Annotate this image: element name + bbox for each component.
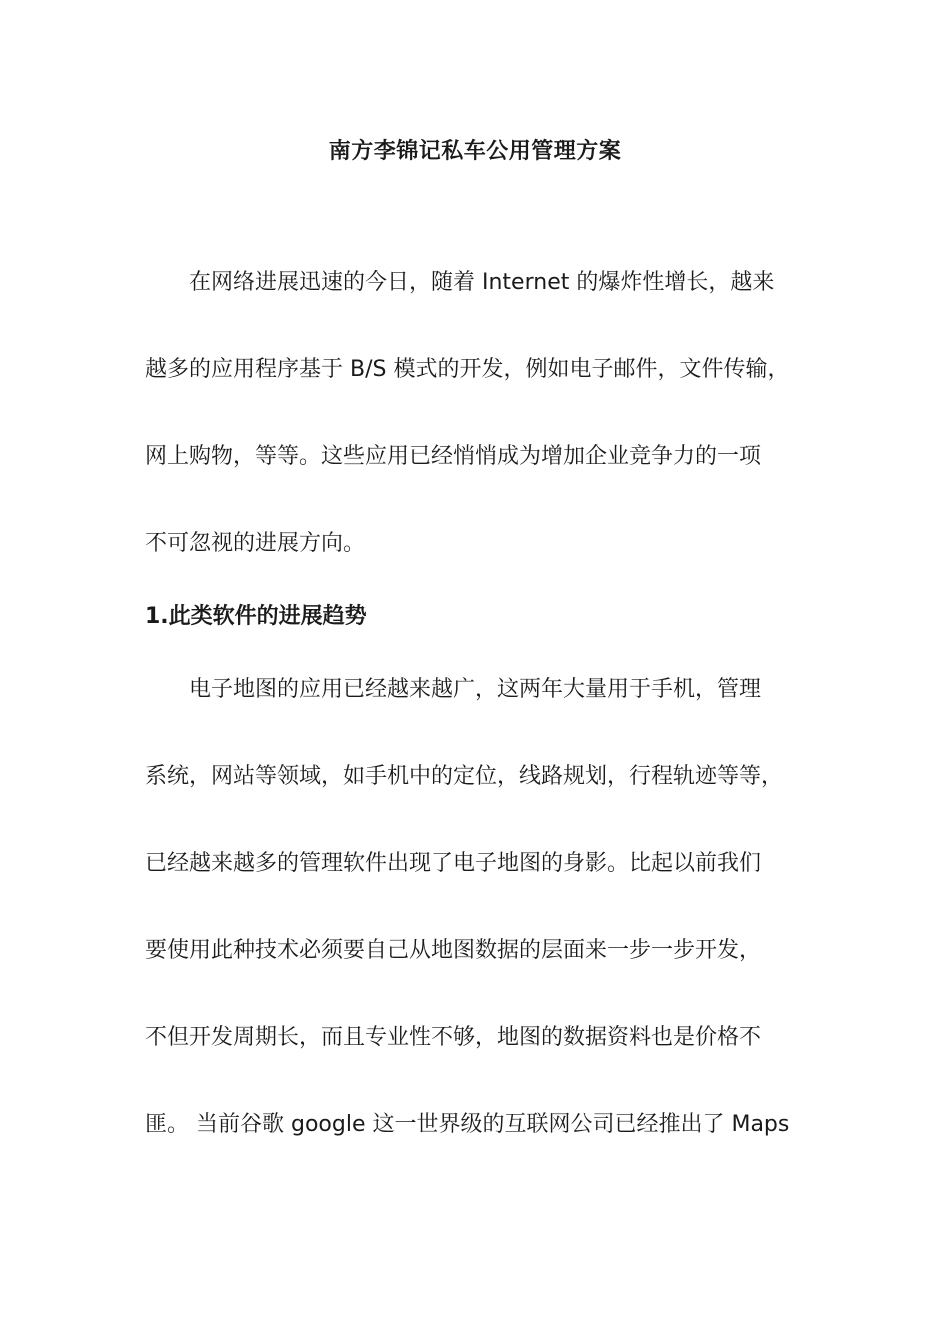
paragraph-line: 匪。 当前谷歌 google 这一世界级的互联网公司已经推出了 Maps [145,1112,790,1137]
document-title: 南方李锦记私车公用管理方案 [328,139,622,164]
paragraph-line: 电子地图的应用已经越来越广，这两年大量用于手机，管理 [189,677,762,702]
paragraph-line: 不可忽视的进展方向。 [145,531,366,556]
paragraph-line: 越多的应用程序基于 B/S 模式的开发，例如电子邮件，文件传输， [145,357,790,382]
paragraph-line: 要使用此种技术必须要自己从地图数据的层面来一步一步开发， [145,938,762,963]
paragraph-line: 在网络进展迅速的今日，随着 Internet 的爆炸性增长，越来 [189,270,775,295]
paragraph-line: 已经越来越多的管理软件出现了电子地图的身影。比起以前我们 [145,851,762,876]
paragraph-line: 网上购物，等等。这些应用已经悄悄成为增加企业竞争力的一项 [145,444,762,469]
paragraph-line: 不但开发周期长，而且专业性不够，地图的数据资料也是价格不 [145,1025,762,1050]
section-heading: 1.此类软件的进展趋势 [145,604,367,629]
paragraph-line: 系统，网站等领域，如手机中的定位，线路规划，行程轨迹等等， [145,764,784,789]
